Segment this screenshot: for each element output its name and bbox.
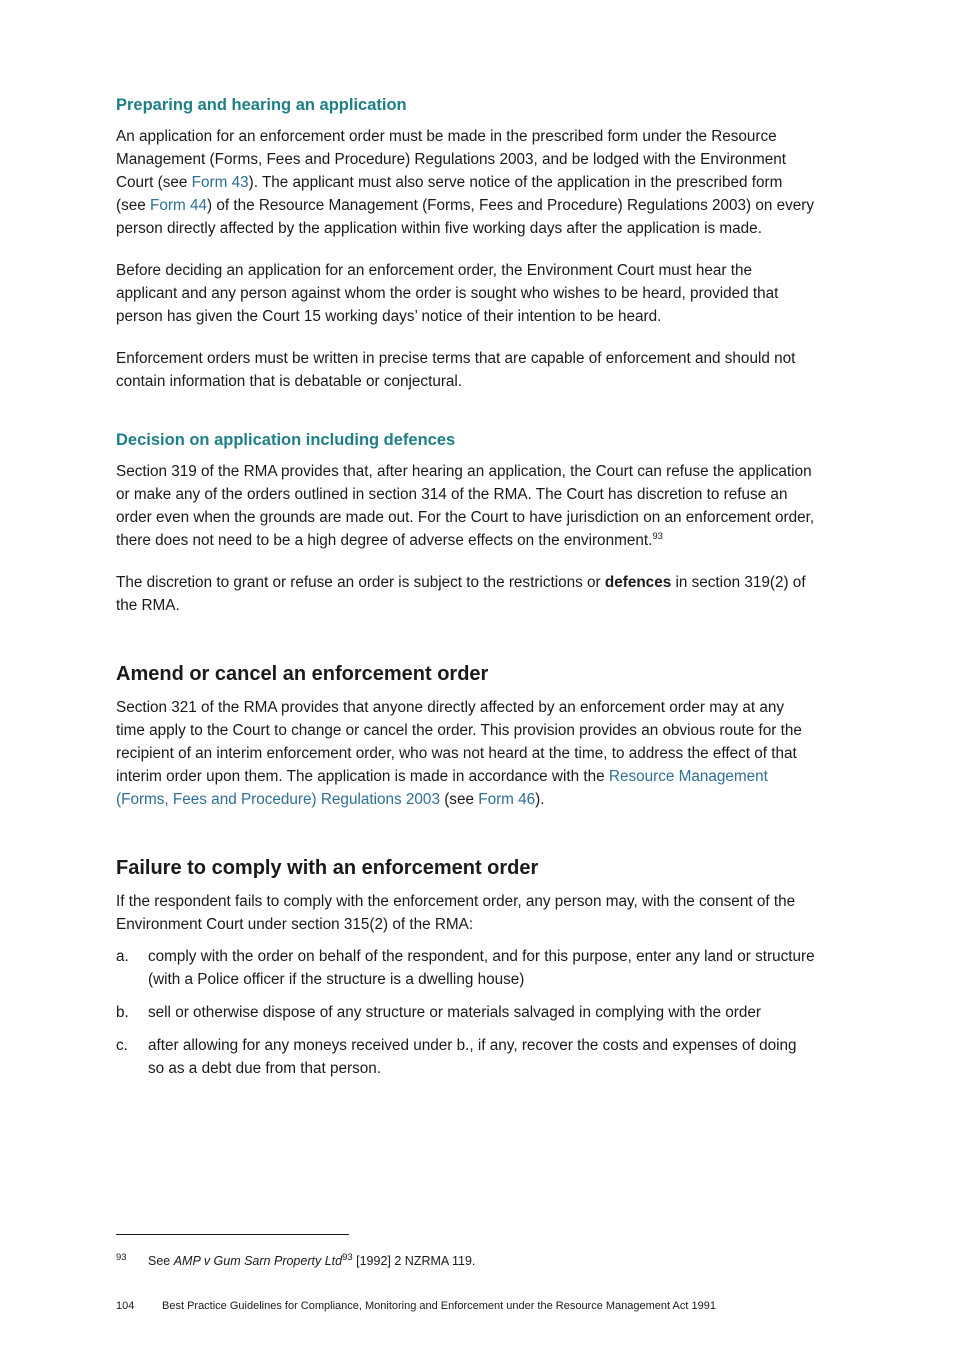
footnote-divider: [116, 1234, 349, 1235]
heading-preparing-hearing: Preparing and hearing an application: [116, 96, 407, 114]
paragraph-discretion: The discretion to grant or refuse an order is subject to the restrictions or defences in section 319(2) of the RMA.: [116, 574, 806, 614]
failure-actions-list: [116, 945, 816, 1080]
footnote-ref-93[interactable]: 93: [652, 530, 663, 542]
heading-amend-cancel: Amend or cancel an enforcement order: [116, 663, 489, 685]
case-name: AMP v Gum Sarn Property Ltd: [173, 1254, 343, 1268]
paragraph-application-form: An application for an enforcement order must be made in the prescribed form under the Resource Management (Forms, Fees and Procedure) Regulations 2003, and be lodged with the Environment Court (see Form 43). The applicant must also serve notice of the application in the prescribed form (see Form 44) of the Resource Management (Forms, Fees and Procedure) Regulations 2003) on every person directly affected by the application within five working days after the application is made.: [116, 128, 815, 237]
heading-failure-comply: Failure to comply with an enforcement order: [116, 857, 539, 879]
footnote-number: 93: [116, 1252, 127, 1263]
list-item: c. after allowing for any moneys received under b., if any, recover the costs and expenses of doing so as a debt due from that person.: [116, 1037, 797, 1077]
link-form-46[interactable]: Form 46: [478, 791, 536, 808]
list-item: b. sell or otherwise dispose of any structure or materials salvaged in complying with the order: [116, 1004, 762, 1021]
list-item: a. comply with the order on behalf of the respondent, and for this purpose, enter any land or structure (with a Police officer if the structure is a dwelling house): [116, 948, 815, 988]
paragraph-failure-intro: If the respondent fails to comply with the enforcement order, any person may, with the consent of the Environment Court under section 315(2) of the RMA:: [116, 893, 796, 933]
link-form-43[interactable]: Form 43: [191, 174, 249, 191]
page-body: [116, 94, 816, 1090]
heading-decision-defences: Decision on application including defences: [116, 431, 456, 449]
defences-bold: defences: [604, 574, 672, 591]
link-regulations-2003[interactable]: Resource Management (Forms, Fees and Procedure) Regulations 2003: [116, 768, 768, 808]
document-title: Best Practice Guidelines for Compliance, Monitoring and Enforcement under the Resource Management Act 1991: [162, 1300, 716, 1312]
paragraph-section-319: Section 319 of the RMA provides that, after hearing an application, the Court can refuse the application or make any of the orders outlined in section 314 of the RMA. The Court has discretion to refuse an order even when the grounds are made out. For the Court to have jurisdiction on an enforcement order, there does not need to be a high degree of adverse effects on the environment.$^{93}$: [116, 463, 815, 549]
paragraph-section-321: Section 321 of the RMA provides that anyone directly affected by an enforcement order may at any time apply to the Court to change or cancel the order. This provision provides an obvious route for the recipient of an interim enforcement order, who was not heard at the time, to address the effect of that interim order upon them. The application is made in accordance with the Resource Management (Forms, Fees and Procedure) Regulations 2003 (see Form 46).: [116, 699, 802, 808]
footnote-text: See AMP v Gum Sarn Property Ltd$^{93}$ [1992] 2 NZRMA 119.: [148, 1251, 476, 1268]
paragraph-hearing: Before deciding an application for an enforcement order, the Environment Court must hear the applicant and any person against whom the order is sought who wishes to be heard, provided that person has given the Court 15 working days’ notice of their intention to be heard.: [116, 262, 779, 325]
paragraph-precise-terms: Enforcement orders must be written in precise terms that are capable of enforcement and should not contain information that is debatable or conjectural.: [116, 350, 796, 390]
page-number: 104: [116, 1300, 135, 1312]
page-footer: [116, 1298, 716, 1314]
link-form-44[interactable]: Form 44: [150, 197, 207, 214]
